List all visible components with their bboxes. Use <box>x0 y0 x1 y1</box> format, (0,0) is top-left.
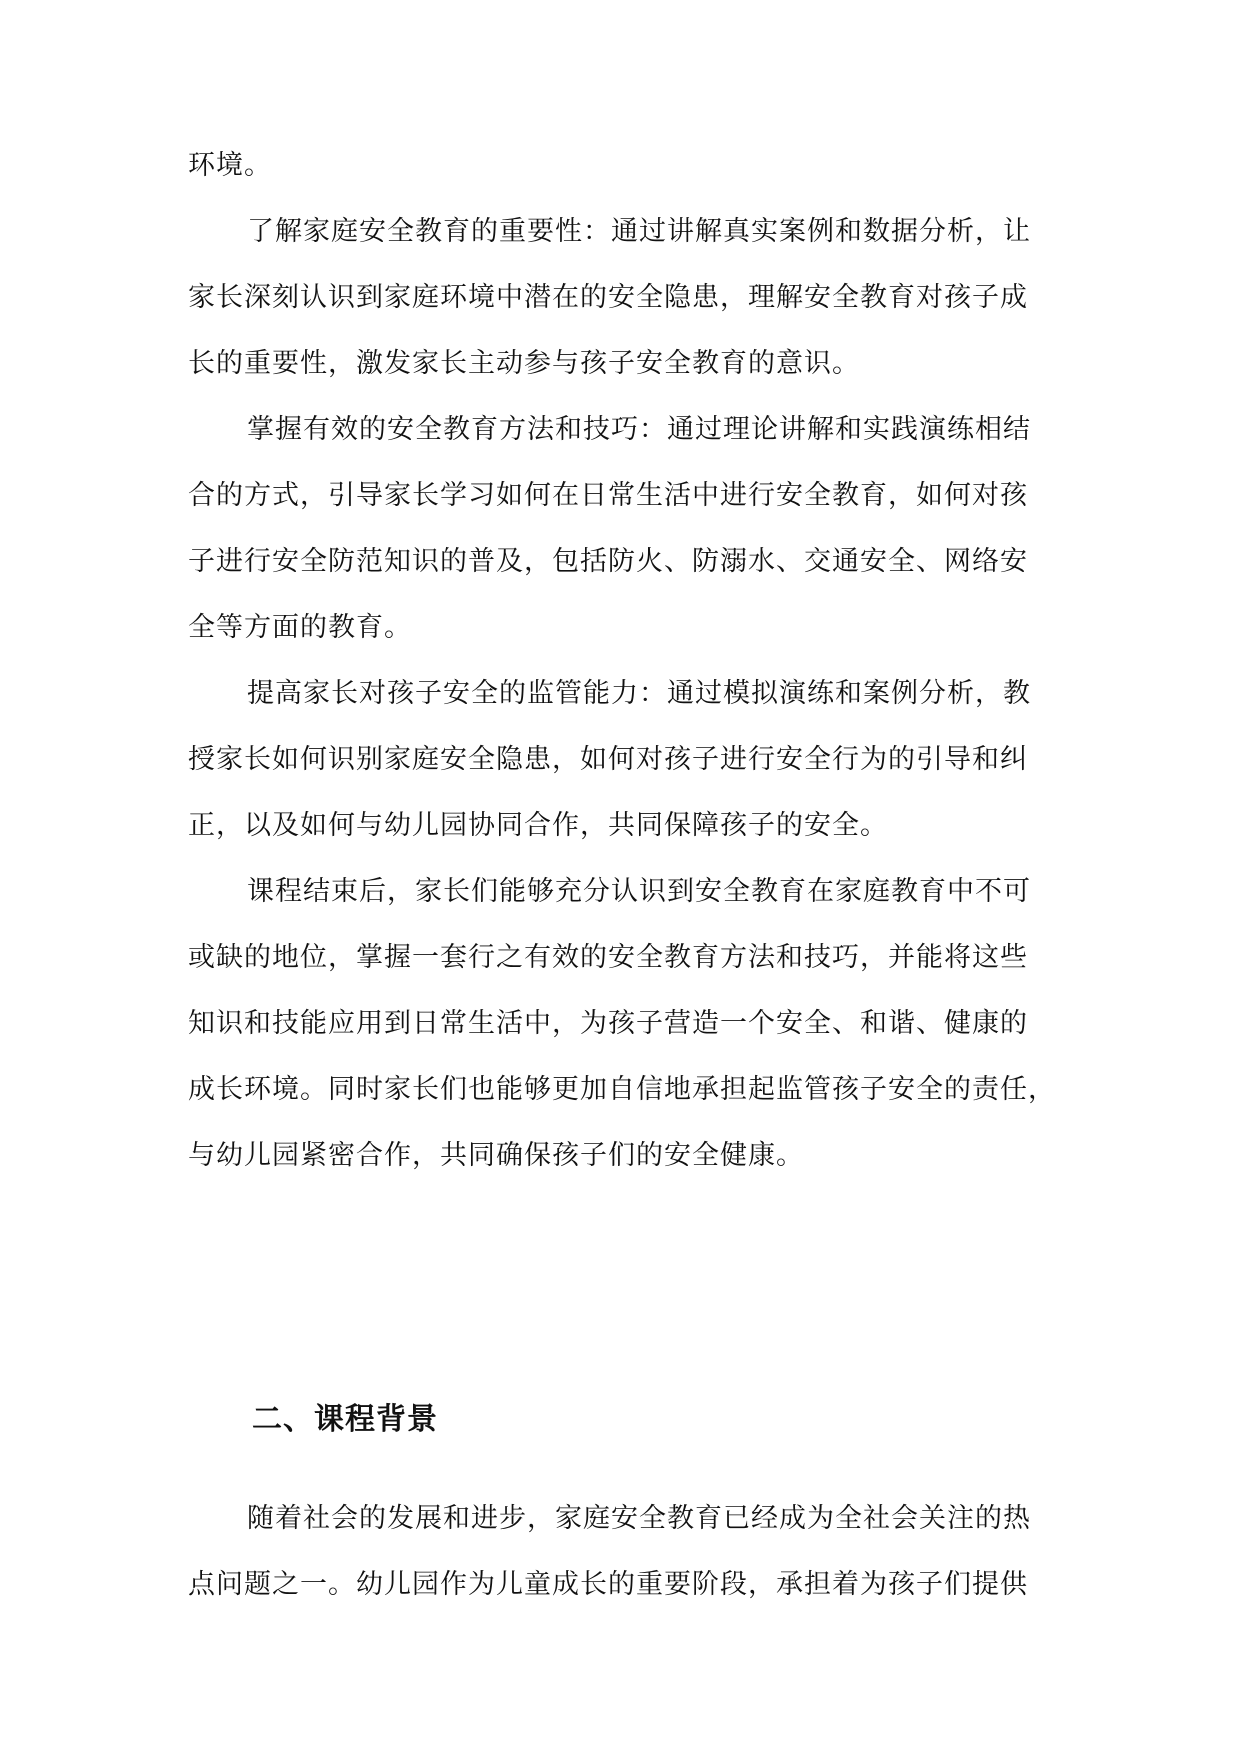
paragraph-start-line: 提高家长对孩子安全的监管能力：通过模拟演练和案例分析，教 <box>247 678 1031 709</box>
paragraph-start-line: 课程结束后，家长们能够充分认识到安全教育在家庭教育中不可 <box>247 876 1031 907</box>
text-line: 全等方面的教育。 <box>188 612 412 643</box>
paragraph-start-line: 随着社会的发展和进步，家庭安全教育已经成为全社会关注的热 <box>247 1503 1031 1534</box>
text-line: 环境。 <box>188 150 272 181</box>
paragraph-start-line: 了解家庭安全教育的重要性：通过讲解真实案例和数据分析，让 <box>247 216 1031 247</box>
text-line: 家长深刻认识到家庭环境中潜在的安全隐患，理解安全教育对孩子成 <box>188 282 1028 313</box>
body-text-bottom <box>188 1486 1054 1618</box>
section-heading: 二、课程背景 <box>252 1402 438 1437</box>
text-line: 正，以及如何与幼儿园协同合作，共同保障孩子的安全。 <box>188 810 888 841</box>
text-line: 或缺的地位，掌握一套行之有效的安全教育方法和技巧，并能将这些 <box>188 942 1028 973</box>
text-line: 子进行安全防范知识的普及，包括防火、防溺水、交通安全、网络安 <box>188 546 1028 577</box>
text-line: 点问题之一。幼儿园作为儿童成长的重要阶段，承担着为孩子们提供 <box>188 1569 1028 1600</box>
text-line: 知识和技能应用到日常生活中，为孩子营造一个安全、和谐、健康的 <box>188 1008 1028 1039</box>
body-text-top <box>188 133 1054 1189</box>
text-line: 成长环境。同时家长们也能够更加自信地承担起监管孩子安全的责任， <box>188 1074 1056 1105</box>
paragraph-start-line: 掌握有效的安全教育方法和技巧：通过理论讲解和实践演练相结 <box>247 414 1031 445</box>
text-line: 授家长如何识别家庭安全隐患，如何对孩子进行安全行为的引导和纠 <box>188 744 1028 775</box>
text-line: 长的重要性，激发家长主动参与孩子安全教育的意识。 <box>188 348 860 379</box>
text-line: 合的方式，引导家长学习如何在日常生活中进行安全教育，如何对孩 <box>188 480 1028 511</box>
text-line: 与幼儿园紧密合作，共同确保孩子们的安全健康。 <box>188 1140 804 1171</box>
